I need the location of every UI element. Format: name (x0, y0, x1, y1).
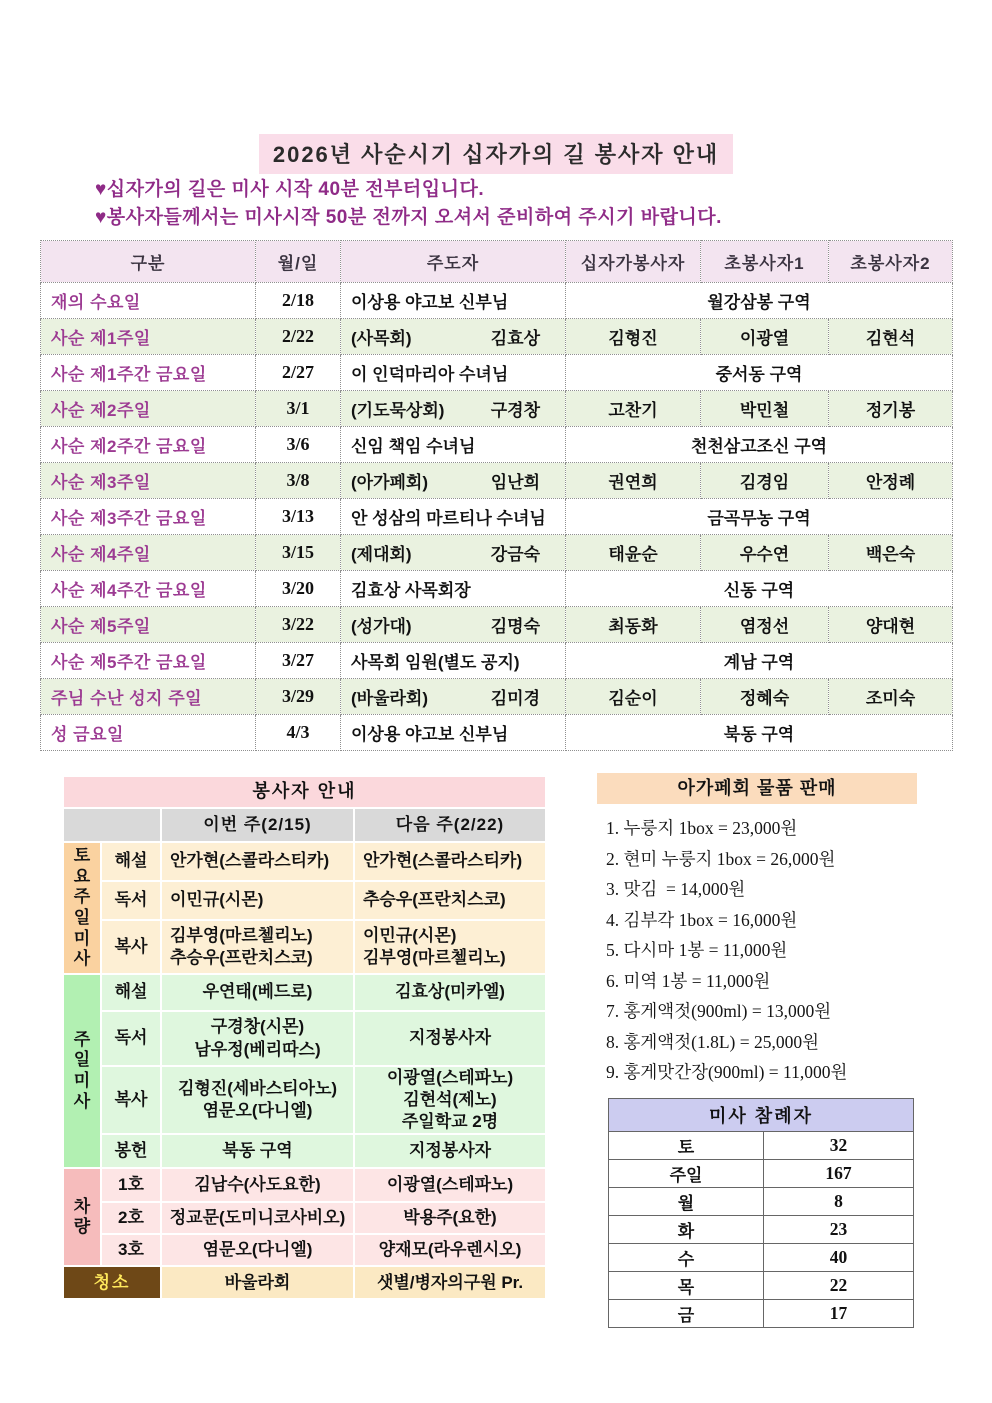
schedule-date-cell: 3/8 (256, 463, 341, 499)
sales-item: 2. 현미 누룽지 1box = 26,000원 (606, 848, 836, 869)
title-band (0, 134, 992, 174)
attendance-day-cell: 월 (609, 1188, 764, 1216)
schedule-server-cell: 이광열 (701, 319, 829, 355)
volunteer-name: 남우정(베리따스) (194, 1039, 321, 1059)
cleaning-this-week-cell: 바울라회 (161, 1266, 354, 1299)
attendance-count-cell: 40 (764, 1244, 914, 1272)
schedule-category-cell: 사순 제2주간 금요일 (41, 427, 256, 463)
attendance-row (609, 1300, 914, 1328)
schedule-category-cell: 사순 제5주일 (41, 607, 256, 643)
volunteer-name: 염문오(다니엘) (202, 1101, 313, 1121)
leader-pair (351, 540, 564, 565)
schedule-leader-cell: 신임 책임 수녀님 (341, 427, 566, 463)
volunteer-name-cell (161, 1066, 354, 1134)
schedule-region-cell: 중서동 구역 (566, 355, 953, 391)
attendance-day-cell: 수 (609, 1244, 764, 1272)
leader-person-name: 구경창 (490, 401, 540, 420)
volunteer-name-cell (354, 881, 546, 920)
schedule-server-cell: 우수연 (701, 535, 829, 571)
schedule-server-cell: 김형진 (566, 319, 701, 355)
volunteer-name: 양재모(라우렌시오) (378, 1240, 522, 1260)
sales-item: 7. 홍게액젓(900ml) = 13,000원 (606, 1001, 832, 1021)
schedule-row (41, 391, 953, 427)
volunteer-name: 지정봉사자 (408, 1141, 492, 1161)
volunteer-row (63, 1234, 546, 1266)
schedule-date-cell: 3/27 (256, 643, 341, 679)
schedule-server-cell: 조미숙 (829, 679, 953, 715)
schedule-date-cell: 3/20 (256, 571, 341, 607)
volunteer-row (63, 842, 546, 881)
volunteer-role-cell: 1호 (101, 1168, 161, 1202)
leader-group-name: (아가페회) (351, 473, 429, 492)
attendance-row (609, 1244, 914, 1272)
sales-item: 4. 김부각 1box = 16,000원 (606, 909, 798, 930)
volunteer-name-cell (354, 1134, 546, 1168)
schedule-category-cell: 재의 수요일 (41, 283, 256, 319)
sales-item: 3. 맛김 = 14,000원 (606, 879, 746, 899)
leader-person-name: 김미경 (490, 689, 540, 708)
leader-group-name: (사목회) (351, 329, 412, 348)
schedule-category-cell: 사순 제1주간 금요일 (41, 355, 256, 391)
schedule-leader-cell: 안 성삼의 마르티나 수녀님 (341, 499, 566, 535)
volunteer-title-cell: 봉사자 안내 (63, 776, 546, 808)
volunteer-name-cell (161, 1168, 354, 1202)
schedule-leader-cell (341, 463, 566, 499)
schedule-category-cell: 사순 제4주일 (41, 535, 256, 571)
volunteer-name-cell (161, 881, 354, 920)
leader-group-name: (성가대) (351, 617, 412, 636)
leader-pair (351, 684, 564, 709)
attendance-title-row (609, 1099, 914, 1132)
volunteer-row (63, 1134, 546, 1168)
schedule-region-cell: 금곡무농 구역 (566, 499, 953, 535)
attendance-row (609, 1272, 914, 1300)
volunteer-table (62, 775, 547, 1300)
cleaning-row (63, 1266, 546, 1299)
sales-item: 6. 미역 1봉 = 11,000원 (606, 970, 771, 991)
attendance-title-cell: 미사 참례자 (609, 1099, 914, 1132)
schedule-category-cell: 사순 제3주간 금요일 (41, 499, 256, 535)
schedule-category-cell: 사순 제3주일 (41, 463, 256, 499)
attendance-day-cell: 주일 (609, 1160, 764, 1188)
schedule-category-cell: 주님 수난 성지 주일 (41, 679, 256, 715)
schedule-row (41, 463, 953, 499)
schedule-date-cell: 3/1 (256, 391, 341, 427)
volunteer-name: 이민규(시몬) (170, 890, 264, 910)
schedule-date-cell: 3/15 (256, 535, 341, 571)
attendance-day-cell: 금 (609, 1300, 764, 1328)
sales-item-list (606, 813, 952, 1088)
leader-person-name: 김명숙 (490, 617, 540, 636)
volunteer-role-cell: 2호 (101, 1202, 161, 1234)
attendance-count-cell: 17 (764, 1300, 914, 1328)
schedule-row (41, 535, 953, 571)
volunteer-name: 김형진(세바스티아노) (177, 1079, 338, 1099)
volunteer-name: 추승우(프란치스코) (170, 948, 313, 967)
volunteer-row (63, 881, 546, 920)
notice-line: ♥십자가의 길은 미사 시작 40분 전부터입니다. (95, 179, 485, 200)
leader-group-name: (제대회) (351, 545, 412, 564)
volunteer-name: 김부영(마르첼리노) (170, 925, 313, 945)
volunteer-name: 지정봉사자 (408, 1028, 492, 1048)
attendance-day-cell: 화 (609, 1216, 764, 1244)
volunteer-role-cell: 복사 (101, 920, 161, 974)
attendance-count-cell: 8 (764, 1188, 914, 1216)
schedule-header-cell: 구분 (41, 241, 256, 283)
schedule-server-cell: 백은숙 (829, 535, 953, 571)
volunteer-header-row (63, 808, 546, 842)
schedule-date-cell: 3/13 (256, 499, 341, 535)
volunteer-name: 우연태(베드로) (202, 982, 313, 1002)
volunteer-name-cell (354, 1168, 546, 1202)
schedule-region-cell: 북동 구역 (566, 715, 953, 751)
sales-item: 5. 다시마 1봉 = 11,000원 (606, 940, 788, 960)
leader-pair (351, 468, 564, 493)
volunteer-row (63, 1168, 546, 1202)
schedule-date-cell: 3/22 (256, 607, 341, 643)
volunteer-role-cell: 복사 (101, 1066, 161, 1134)
volunteer-role-cell: 봉헌 (101, 1134, 161, 1168)
volunteer-name: 김남수(사도요한) (194, 1175, 321, 1195)
volunteer-name: 김효상(미카엘) (395, 982, 505, 1002)
volunteer-header-blank-cell (63, 808, 161, 842)
schedule-server-cell: 염정선 (701, 607, 829, 643)
attendance-count-cell: 32 (764, 1132, 914, 1160)
schedule-row (41, 283, 953, 319)
volunteer-name: 이광열(스테파노) (386, 1175, 514, 1195)
leader-pair (351, 324, 564, 349)
schedule-date-cell: 3/6 (256, 427, 341, 463)
attendance-row (609, 1216, 914, 1244)
schedule-header-cell: 십자가봉사자 (566, 241, 701, 283)
volunteer-name-cell (354, 920, 546, 974)
notice-line: ♥봉사자들께서는 미사시작 50분 전까지 오셔서 준비하여 주시기 바랍니다. (95, 207, 722, 228)
schedule-category-cell: 사순 제1주일 (41, 319, 256, 355)
schedule-category-cell: 사순 제5주간 금요일 (41, 643, 256, 679)
page-title: 2026년 사순시기 십자가의 길 봉사자 안내 (259, 134, 733, 174)
schedule-header-cell: 월/일 (256, 241, 341, 283)
schedule-row (41, 427, 953, 463)
schedule-leader-cell (341, 679, 566, 715)
volunteer-name-cell (161, 842, 354, 881)
schedule-row (41, 715, 953, 751)
sales-panel-title: 아가페회 물품 판매 (597, 773, 917, 804)
volunteer-name-cell (354, 974, 546, 1011)
volunteer-name: 김현석(제노) (403, 1090, 497, 1110)
volunteer-name: 이광열(스테파노) (386, 1068, 514, 1087)
attendance-count-cell: 23 (764, 1216, 914, 1244)
schedule-server-cell: 권연희 (566, 463, 701, 499)
schedule-date-cell: 4/3 (256, 715, 341, 751)
volunteer-name-cell (354, 842, 546, 881)
schedule-region-cell: 계남 구역 (566, 643, 953, 679)
volunteer-title-row (63, 776, 546, 808)
schedule-row (41, 319, 953, 355)
schedule-server-cell: 양대현 (829, 607, 953, 643)
attendance-count-cell: 167 (764, 1160, 914, 1188)
schedule-leader-cell (341, 391, 566, 427)
schedule-server-cell: 최동화 (566, 607, 701, 643)
schedule-server-cell: 김현석 (829, 319, 953, 355)
volunteer-name: 북동 구역 (222, 1141, 293, 1161)
schedule-header-cell: 초봉사자1 (701, 241, 829, 283)
volunteer-name-cell (161, 974, 354, 1011)
volunteer-week-header-cell: 이번 주(2/15) (161, 808, 354, 842)
schedule-region-cell: 신동 구역 (566, 571, 953, 607)
volunteer-name-cell (161, 1234, 354, 1266)
attendance-day-cell: 토 (609, 1132, 764, 1160)
volunteer-name: 추승우(프란치스코) (363, 890, 506, 910)
schedule-leader-cell (341, 319, 566, 355)
volunteer-name: 이민규(시몬) (363, 925, 457, 945)
attendance-count-cell: 22 (764, 1272, 914, 1300)
volunteer-group-label: 토 요 주 일 미 사 (63, 842, 101, 974)
volunteer-name-cell (161, 1202, 354, 1234)
schedule-server-cell: 정혜숙 (701, 679, 829, 715)
volunteer-row (63, 1066, 546, 1134)
leader-group-name: (기도묵상회) (351, 401, 445, 420)
leader-group-name: (바울라회) (351, 689, 429, 708)
volunteer-name-cell (161, 1011, 354, 1066)
schedule-leader-cell: 사목회 임원(별도 공지) (341, 643, 566, 679)
schedule-date-cell: 3/29 (256, 679, 341, 715)
volunteer-name: 주일학교 2명 (401, 1112, 499, 1132)
schedule-table (40, 240, 953, 751)
volunteer-row (63, 1202, 546, 1234)
sales-item: 1. 누룽지 1box = 23,000원 (606, 818, 798, 838)
notice-list (95, 176, 722, 232)
schedule-server-cell: 고찬기 (566, 391, 701, 427)
volunteer-role-cell: 해설 (101, 842, 161, 881)
schedule-server-cell: 박민철 (701, 391, 829, 427)
schedule-date-cell: 2/18 (256, 283, 341, 319)
volunteer-name-cell (354, 1234, 546, 1266)
schedule-header-cell: 주도자 (341, 241, 566, 283)
attendance-row (609, 1160, 914, 1188)
leader-person-name: 임난희 (490, 473, 540, 492)
sales-item: 9. 홍게맛간장(900ml) = 11,000원 (606, 1062, 848, 1082)
leader-person-name: 김효상 (490, 329, 540, 348)
schedule-leader-cell: 이상용 야고보 신부님 (341, 283, 566, 319)
volunteer-name: 박용주(요한) (403, 1208, 497, 1228)
leader-pair (351, 612, 564, 637)
cleaning-next-week-cell: 샛별/병자의구원 Pr. (354, 1266, 546, 1299)
attendance-row (609, 1188, 914, 1216)
schedule-row (41, 679, 953, 715)
volunteer-name-cell (354, 1066, 546, 1134)
schedule-row (41, 643, 953, 679)
volunteer-group-label: 차 량 (63, 1168, 101, 1266)
volunteer-role-cell: 3호 (101, 1234, 161, 1266)
volunteer-group-label: 주 일 미 사 (63, 974, 101, 1168)
volunteer-row (63, 920, 546, 974)
schedule-server-cell: 안정례 (829, 463, 953, 499)
schedule-row (41, 571, 953, 607)
schedule-category-cell: 사순 제2주일 (41, 391, 256, 427)
schedule-leader-cell (341, 607, 566, 643)
volunteer-role-cell: 독서 (101, 1011, 161, 1066)
schedule-row (41, 607, 953, 643)
volunteer-role-cell: 독서 (101, 881, 161, 920)
volunteer-name: 김부영(마르첼리노) (363, 948, 506, 967)
attendance-table (608, 1098, 914, 1328)
cleaning-label-cell: 청소 (63, 1266, 161, 1299)
schedule-row (41, 355, 953, 391)
schedule-header-row (41, 241, 953, 283)
volunteer-name: 안가현(스콜라스티카) (363, 851, 523, 871)
schedule-region-cell: 천천삼고조신 구역 (566, 427, 953, 463)
volunteer-name-cell (354, 1202, 546, 1234)
schedule-category-cell: 사순 제4주간 금요일 (41, 571, 256, 607)
volunteer-name: 염문오(다니엘) (202, 1240, 313, 1260)
volunteer-row (63, 1011, 546, 1066)
volunteer-name: 구경창(시몬) (210, 1017, 305, 1037)
volunteer-name-cell (354, 1011, 546, 1066)
attendance-day-cell: 목 (609, 1272, 764, 1300)
schedule-server-cell: 김순이 (566, 679, 701, 715)
schedule-leader-cell: 김효상 사목회장 (341, 571, 566, 607)
leader-pair (351, 396, 564, 421)
volunteer-name-cell (161, 1134, 354, 1168)
schedule-category-cell: 성 금요일 (41, 715, 256, 751)
schedule-server-cell: 태윤순 (566, 535, 701, 571)
volunteer-row (63, 974, 546, 1011)
leader-person-name: 강금숙 (490, 545, 540, 564)
schedule-header-cell: 초봉사자2 (829, 241, 953, 283)
schedule-date-cell: 2/22 (256, 319, 341, 355)
volunteer-name: 안가현(스콜라스티카) (170, 851, 330, 871)
volunteer-name-cell (161, 920, 354, 974)
schedule-leader-cell: 이상용 야고보 신부님 (341, 715, 566, 751)
schedule-region-cell: 월강삼봉 구역 (566, 283, 953, 319)
volunteer-name: 정교문(도미니코사비오) (169, 1208, 346, 1228)
volunteer-role-cell: 해설 (101, 974, 161, 1011)
schedule-server-cell: 정기봉 (829, 391, 953, 427)
schedule-server-cell: 김경임 (701, 463, 829, 499)
schedule-leader-cell (341, 535, 566, 571)
schedule-row (41, 499, 953, 535)
volunteer-week-header-cell: 다음 주(2/22) (354, 808, 546, 842)
schedule-leader-cell: 이 인덕마리아 수녀님 (341, 355, 566, 391)
attendance-row (609, 1132, 914, 1160)
sales-item: 8. 홍게액젓(1.8L) = 25,000원 (606, 1031, 819, 1052)
schedule-date-cell: 2/27 (256, 355, 341, 391)
